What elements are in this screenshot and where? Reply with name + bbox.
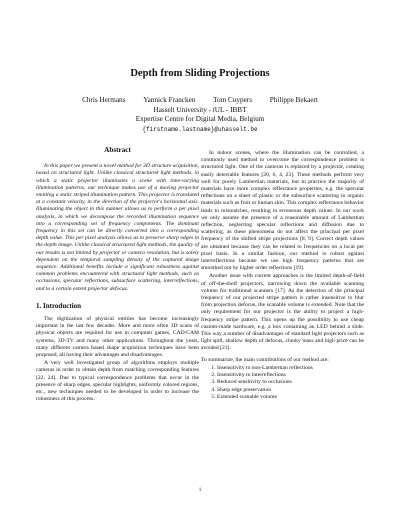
abstract-text	[36, 163, 199, 293]
author-name: Philippe Bekaert	[269, 96, 318, 104]
paper-title: Depth from Sliding Projections	[130, 68, 270, 79]
contribution-item: 4. Sharp edge preservation	[217, 387, 364, 394]
section-heading-introduction: 1. Introduction	[36, 301, 81, 310]
contributions-intro: To summarize, the main contributions of our method are:	[201, 356, 329, 363]
affiliation-centre: Expertise Centre for Digital Media, Belgium	[135, 115, 265, 123]
body-paragraph-depth-of-field: Another issue with current approaches is the limited depth-of-field of off-the-shelf projectors, narrowing down the available scanning volume for traditional scanners [17]. As the detection of the principal frequency of our projected stripe pattern is rather insensitive to blur from projection defocus, the scanable volume is extended. Note that the only requirement for our projector is the ability to project a high-frequency stripe pattern. This opens up the possibility to use cheap custom-made hardware, e.g. a box containing an LED behind a slide. This way a number of disadvantages of standard light projectors such as light spill, shallow depth of defocus, clunky mass and high price can be avoided [21].	[201, 273, 364, 352]
author-name: Yannick Francken	[143, 96, 196, 104]
abstract-paragraph: In this paper we present a novel method for 3D structure acquisition, based on structured light. Unlike classical structured light methods, in which a static projector illuminates a scene with time-varying illumination patterns, our technique makes use of a moving projector emitting a static striped illumination pattern. This projector is translated at a constant velocity, in the direction of the projector's horizontal axis. Illuminating the object in this manner allows us to perform a per pixel analysis, in which we decompose the recorded illumination sequence into a corresponding set of frequency components. The dominant frequency in this set can be directly converted into a corresponding depth value. This per pixel analysis allows us to preserve sharp edges in the depth image. Unlike classical structured light methods, the quality of our results is not limited by projector or camera resolution, but is solely dependent on the temporal sampling density of the captured image sequence. Additional benefits include a significant robustness against common problems encountered with structured light methods, such as occlusions, specular reflections, subsurface scattering, interreflections, and to a certain extent projector defocus.	[36, 163, 199, 292]
abstract-heading: Abstract	[104, 146, 131, 154]
intro-paragraph-2: A very well investigated group of algorithms employs multiple cameras in order to obtain depth from matching corresponding features [22, 24]. Due to typical correspondence problems that occur in the presence of sharp edges, specular highlights, uniformly colored regions, etc., new techniques needed to be developed in order to increase the robustness of this process.	[36, 360, 199, 403]
author-names	[0, 96, 400, 106]
introduction-body	[36, 316, 199, 403]
author-name: Chris Hermans	[82, 96, 126, 104]
intro-paragraph-1: The digitization of physical entities has become increasingly important in the last few decades. More and more often 3D scans of physical objects are required for use in computer games, CAD/CAM systems, 3D-TV and many other applications. Throughout the years, many different camera based shape acquisition techniques have been proposed, all having their advantages and disadvantages.	[36, 316, 199, 359]
right-column	[201, 150, 364, 401]
contributions-list	[201, 365, 364, 401]
affiliation-university: Hasselt University - tUL - IBBT	[153, 105, 247, 114]
contribution-item: 1. Insensitivity to non-Lambertian reflections	[217, 365, 364, 372]
author-email: {firstname.lastname}@uhasselt.be	[142, 125, 258, 133]
contribution-item: 5. Extended scanable volume	[217, 394, 364, 401]
author-name: Tom Cuypers	[213, 96, 252, 104]
author-block	[0, 96, 400, 134]
contribution-item: 3. Reduced sensitivity to occlusions	[217, 379, 364, 386]
left-column	[36, 147, 199, 405]
page-number: 1	[198, 487, 202, 493]
body-paragraph-structured-light: In indoor scenes, where the illumination can be controlled, a commonly used method to overcome the correspondence problem is structured light. One of the cameras is replaced by a projector, creating easily detectable features [20, 6, 4, 23]. These methods perform very well for purely Lambertian materials, but in practice the majority of materials have more complex reflectance properties, e.g. the specular reflections on a sheet of plastic or the subsurface scattering in organic materials such as fruit or human skin. This complex reflectance behavior leads to mismatches, resulting in erroneous depth values. In our work we only assume the presence of a reasonable amount of Lambertian reflection, neglecting specular reflections and diffusion due to scattering, as these phenomena do not affect the principal per pixel frequency of the shifted stripe projections [8, 9]. Correct depth values are obtained because they can be related to frequencies on a local per pixel basis. In a similar fashion, our method is robust against interreflections because we use high frequency patterns that are smoothed out by higher order reflections [19].	[201, 150, 364, 272]
contribution-item: 2. Insensitivity to interreflections	[217, 372, 364, 379]
